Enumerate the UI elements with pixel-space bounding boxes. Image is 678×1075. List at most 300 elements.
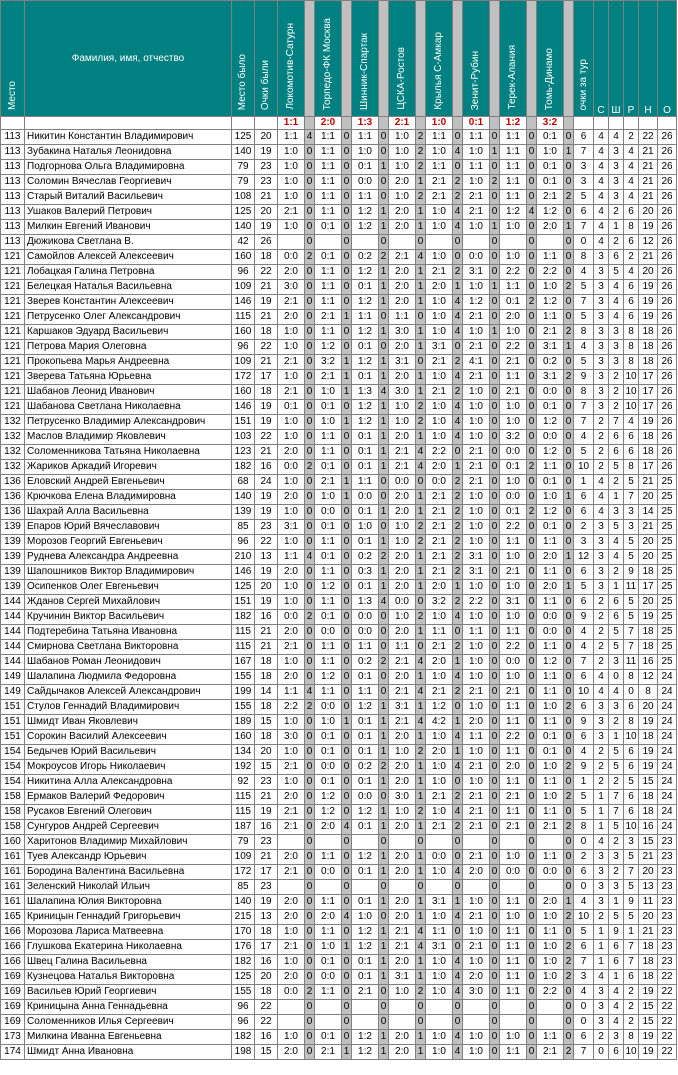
prediction-cell: 2:0 [389, 910, 416, 925]
prev-place-cell: 155 [232, 670, 255, 685]
prediction-cell: 2:2 [426, 445, 453, 460]
prediction-points-cell: 0 [564, 730, 574, 745]
table-row [1, 445, 677, 460]
r-cell: 3 [624, 835, 639, 850]
name-cell: Руднева Александра Андреевна [25, 550, 232, 565]
prediction-points-cell: 2 [416, 520, 426, 535]
r-cell: 1 [624, 925, 639, 940]
prev-place-cell: 125 [232, 130, 255, 145]
r-cell: 0 [624, 685, 639, 700]
prediction-cell: 1:0 [278, 655, 305, 670]
prediction-cell: 3:1 [389, 355, 416, 370]
prediction-cell: 2:0 [278, 625, 305, 640]
c-cell: 2 [594, 625, 609, 640]
prediction-cell: 1:1 [500, 700, 527, 715]
place-cell: 132 [1, 460, 25, 475]
prediction-points-cell: 1 [342, 310, 352, 325]
points-before-cell: 23 [255, 880, 278, 895]
prediction-cell: 1:0 [352, 910, 379, 925]
prediction-points-cell: 0 [564, 385, 574, 400]
o-cell: 26 [658, 175, 677, 190]
prediction-cell: 1:0 [463, 280, 490, 295]
prediction-points-cell: 4 [416, 715, 426, 730]
prediction-cell: 0:0 [352, 625, 379, 640]
place-cell: 121 [1, 355, 25, 370]
c-cell: 3 [594, 700, 609, 715]
prediction-points-cell: 1 [342, 715, 352, 730]
prediction-cell [389, 1000, 416, 1015]
table-row [1, 625, 677, 640]
prediction-points-cell: 0 [564, 850, 574, 865]
prediction-cell: 0:1 [537, 730, 564, 745]
place-cell: 144 [1, 640, 25, 655]
prediction-cell: 1:0 [463, 670, 490, 685]
table-row [1, 865, 677, 880]
empty-cell [232, 117, 255, 130]
prediction-points-cell: 0 [527, 475, 537, 490]
prediction-points-cell: 4 [453, 325, 463, 340]
points-before-cell: 20 [255, 970, 278, 985]
prediction-cell: 2:0 [389, 430, 416, 445]
prediction-points-cell: 0 [564, 295, 574, 310]
match-header-7: Терек-Алания [500, 1, 527, 117]
prediction-cell: 0:1 [500, 460, 527, 475]
prev-place-cell: 109 [232, 850, 255, 865]
prediction-points-cell: 2 [416, 130, 426, 145]
name-cell: Морозов Георгий Евгеньевич [25, 535, 232, 550]
o-cell: 23 [658, 955, 677, 970]
place-cell: 113 [1, 160, 25, 175]
tour-points-cell: 7 [574, 400, 594, 415]
prediction-cell: 1:1 [315, 655, 342, 670]
prediction-points-cell: 0 [453, 925, 463, 940]
points-before-cell: 16 [255, 1030, 278, 1045]
place-cell: 121 [1, 325, 25, 340]
o-cell: 23 [658, 835, 677, 850]
prediction-points-cell: 2 [379, 655, 389, 670]
points-before-cell: 22 [255, 1015, 278, 1030]
prediction-points-cell: 0 [305, 970, 315, 985]
table-row [1, 385, 677, 400]
prediction-cell: 3:1 [500, 595, 527, 610]
prediction-cell: 1:0 [426, 970, 453, 985]
r-cell: 7 [624, 940, 639, 955]
table-row [1, 550, 677, 565]
prediction-cell: 2:1 [426, 355, 453, 370]
prediction-cell: 1:0 [278, 340, 305, 355]
prediction-cell: 1:0 [463, 220, 490, 235]
prediction-cell: 1:1 [500, 160, 527, 175]
prediction-points-cell: 0 [527, 940, 537, 955]
prediction-cell: 0:1 [352, 670, 379, 685]
table-row [1, 535, 677, 550]
r-cell: 7 [624, 625, 639, 640]
sh-cell: 2 [609, 865, 624, 880]
empty-cell [255, 117, 278, 130]
points-before-cell: 23 [255, 520, 278, 535]
match-points-header [342, 1, 352, 117]
prediction-cell: 3:1 [463, 550, 490, 565]
prediction-points-cell: 0 [564, 775, 574, 790]
prediction-cell: 2:0 [463, 865, 490, 880]
table-row [1, 775, 677, 790]
c-cell: 3 [594, 580, 609, 595]
points-before-cell: 22 [255, 535, 278, 550]
r-cell: 8 [624, 355, 639, 370]
table-row [1, 925, 677, 940]
prediction-points-cell: 0 [490, 460, 500, 475]
prediction-points-cell: 0 [416, 835, 426, 850]
tour-points-cell: 0 [574, 880, 594, 895]
name-cell: Маслов Владимир Яковлевич [25, 430, 232, 445]
prediction-cell: 1:0 [500, 850, 527, 865]
name-cell: Шмидт Иван Яковлевич [25, 715, 232, 730]
prediction-cell: 1:1 [500, 970, 527, 985]
tour-points-cell: 6 [574, 565, 594, 580]
prediction-points-cell: 0 [527, 415, 537, 430]
n-cell: 19 [639, 280, 658, 295]
sh-cell: 2 [609, 235, 624, 250]
match-result: 2:1 [389, 117, 416, 130]
prediction-cell: 2:0 [389, 730, 416, 745]
tour-points-cell: 6 [574, 730, 594, 745]
prediction-points-cell: 1 [379, 745, 389, 760]
prev-place-cell: 192 [232, 760, 255, 775]
n-cell: 12 [639, 670, 658, 685]
prediction-points-cell: 0 [490, 430, 500, 445]
prediction-points-cell: 0 [527, 190, 537, 205]
prediction-cell: 1:0 [500, 400, 527, 415]
prev-place-cell: 96 [232, 1000, 255, 1015]
prediction-points-cell: 4 [453, 970, 463, 985]
prediction-points-cell: 0 [527, 445, 537, 460]
place-cell: 151 [1, 730, 25, 745]
n-cell: 21 [639, 190, 658, 205]
c-cell: 1 [594, 820, 609, 835]
sh-cell: 3 [609, 355, 624, 370]
c-cell: 4 [594, 970, 609, 985]
prediction-cell: 0:1 [352, 580, 379, 595]
sh-cell: 5 [609, 910, 624, 925]
n-cell: 21 [639, 145, 658, 160]
n-cell: 18 [639, 430, 658, 445]
prediction-points-cell: 0 [305, 400, 315, 415]
prediction-points-cell: 0 [564, 835, 574, 850]
prediction-cell: 1:0 [500, 910, 527, 925]
prediction-points-cell: 0 [564, 625, 574, 640]
prediction-points-cell: 0 [564, 925, 574, 940]
prediction-points-cell: 0 [527, 340, 537, 355]
prediction-points-cell: 0 [527, 1045, 537, 1060]
name-cell: Милкина Иванна Евгеньевна [25, 1030, 232, 1045]
prediction-points-cell: 0 [490, 355, 500, 370]
sh-cell: 2 [609, 370, 624, 385]
prediction-cell: 2:1 [389, 250, 416, 265]
n-cell: 20 [639, 535, 658, 550]
prediction-cell: 0:1 [352, 340, 379, 355]
name-cell: Подгорнова Ольга Владимировна [25, 160, 232, 175]
sh-cell: 1 [609, 895, 624, 910]
prediction-points-cell: 0 [490, 610, 500, 625]
prediction-points-cell: 0 [490, 385, 500, 400]
tour-points-cell: 6 [574, 940, 594, 955]
n-cell: 21 [639, 925, 658, 940]
prev-place-cell: 189 [232, 715, 255, 730]
prediction-cell: 2:1 [426, 820, 453, 835]
sh-cell: 4 [609, 535, 624, 550]
prediction-cell: 1:0 [500, 670, 527, 685]
prediction-cell: 1:0 [463, 1045, 490, 1060]
prediction-cell: 1:0 [278, 535, 305, 550]
prediction-points-cell: 2 [453, 490, 463, 505]
o-cell: 25 [658, 580, 677, 595]
prediction-points-cell: 0 [490, 1000, 500, 1015]
prediction-cell: 1:0 [426, 220, 453, 235]
n-cell: 18 [639, 805, 658, 820]
prediction-points-cell: 1 [379, 850, 389, 865]
prediction-cell: 1:0 [463, 745, 490, 760]
prediction-points-cell: 2 [527, 505, 537, 520]
prediction-points-cell: 0 [490, 655, 500, 670]
table-row [1, 370, 677, 385]
prediction-cell: 0:0 [352, 175, 379, 190]
prediction-cell: 0:0 [315, 625, 342, 640]
prediction-points-cell: 0 [527, 970, 537, 985]
place-cell: 113 [1, 235, 25, 250]
prediction-points-cell: 0 [490, 970, 500, 985]
prediction-points-cell: 0 [416, 595, 426, 610]
r-cell: 10 [624, 400, 639, 415]
prediction-cell: 1:1 [537, 1030, 564, 1045]
prediction-cell: 3:0 [278, 280, 305, 295]
prediction-points-cell: 0 [305, 535, 315, 550]
prev-place-cell: 146 [232, 565, 255, 580]
prev-place-cell: 123 [232, 445, 255, 460]
prediction-cell: 0:0 [278, 610, 305, 625]
prev-place-cell: 182 [232, 955, 255, 970]
table-row [1, 430, 677, 445]
prediction-points-cell: 0 [527, 775, 537, 790]
prediction-cell: 2:1 [426, 535, 453, 550]
prediction-points-cell: 2 [564, 970, 574, 985]
prediction-points-cell: 0 [342, 340, 352, 355]
prediction-cell: 2:1 [278, 640, 305, 655]
tour-points-cell: 4 [574, 985, 594, 1000]
r-cell: 4 [624, 415, 639, 430]
prediction-cell: 0:1 [352, 160, 379, 175]
prediction-cell: 1:0 [426, 325, 453, 340]
prediction-cell: 2:0 [389, 175, 416, 190]
tour-points-cell: 9 [574, 715, 594, 730]
sh-cell: 6 [609, 595, 624, 610]
match-header-5: Крылья С-Амкар [426, 1, 453, 117]
prediction-cell: 1:0 [426, 295, 453, 310]
prev-place-cell: 160 [232, 325, 255, 340]
prediction-cell: 0:0 [500, 445, 527, 460]
name-cell: Жариков Аркадий Игоревич [25, 460, 232, 475]
prediction-points-cell: 4 [453, 370, 463, 385]
prediction-cell: 1:0 [426, 775, 453, 790]
prediction-points-cell: 0 [305, 490, 315, 505]
prediction-points-cell: 2 [416, 985, 426, 1000]
prediction-points-cell: 4 [453, 610, 463, 625]
tour-points-cell: 2 [574, 850, 594, 865]
n-cell: 21 [639, 520, 658, 535]
tour-points-cell: 6 [574, 865, 594, 880]
n-cell: 17 [639, 370, 658, 385]
o-cell: 26 [658, 130, 677, 145]
o-cell: 26 [658, 295, 677, 310]
prediction-cell: 1:0 [500, 325, 527, 340]
name-cell: Кузнецова Наталья Викторовна [25, 970, 232, 985]
prediction-points-cell: 0 [527, 310, 537, 325]
name-cell: Туев Александр Юрьевич [25, 850, 232, 865]
prediction-cell: 2:1 [389, 445, 416, 460]
prediction-cell: 1:1 [537, 850, 564, 865]
prediction-cell: 3:0 [278, 730, 305, 745]
prediction-points-cell: 1 [342, 490, 352, 505]
prediction-cell: 2:1 [500, 685, 527, 700]
prediction-points-cell: 0 [305, 850, 315, 865]
prediction-points-cell: 4 [416, 685, 426, 700]
prediction-points-cell: 0 [564, 745, 574, 760]
prediction-cell: 1:2 [315, 340, 342, 355]
prediction-cell: 2:1 [500, 355, 527, 370]
prediction-points-cell: 1 [379, 325, 389, 340]
r-cell: 3 [624, 505, 639, 520]
c-cell: 4 [594, 490, 609, 505]
prediction-cell: 1:2 [463, 295, 490, 310]
prediction-points-cell: 0 [527, 385, 537, 400]
prediction-cell: 2:0 [389, 280, 416, 295]
prediction-cell: 2:0 [389, 220, 416, 235]
prediction-points-cell: 0 [305, 340, 315, 355]
table-row [1, 730, 677, 745]
prediction-points-cell: 2 [564, 940, 574, 955]
prediction-cell [500, 880, 527, 895]
prediction-cell [352, 1000, 379, 1015]
prediction-cell: 2:1 [537, 190, 564, 205]
table-row [1, 805, 677, 820]
prediction-points-cell: 1 [379, 775, 389, 790]
prediction-points-cell: 0 [490, 265, 500, 280]
prediction-cell: 2:0 [389, 625, 416, 640]
prediction-cell: 1:1 [537, 640, 564, 655]
tour-points-cell: 6 [574, 505, 594, 520]
prediction-points-cell: 4 [416, 940, 426, 955]
prediction-points-cell: 0 [564, 865, 574, 880]
prediction-points-cell: 0 [564, 670, 574, 685]
prediction-cell: 1:2 [315, 580, 342, 595]
n-cell: 16 [639, 655, 658, 670]
prediction-cell: 1:0 [463, 775, 490, 790]
place-cell: 121 [1, 385, 25, 400]
prediction-points-cell: 1 [490, 325, 500, 340]
prediction-points-cell: 0 [490, 1045, 500, 1060]
prediction-cell: 2:1 [463, 460, 490, 475]
prev-place-cell: 160 [232, 385, 255, 400]
prediction-points-cell: 0 [490, 700, 500, 715]
prediction-cell [389, 880, 416, 895]
prediction-points-cell: 0 [564, 595, 574, 610]
prediction-cell: 2:1 [278, 760, 305, 775]
tour-points-cell: 6 [574, 700, 594, 715]
n-cell: 17 [639, 580, 658, 595]
prediction-points-cell: 0 [453, 1015, 463, 1030]
r-cell: 10 [624, 370, 639, 385]
prediction-cell: 1:0 [315, 940, 342, 955]
prediction-points-cell: 0 [453, 235, 463, 250]
n-cell: 19 [639, 985, 658, 1000]
prediction-points-cell: 0 [379, 145, 389, 160]
prediction-points-cell: 1 [416, 820, 426, 835]
prediction-cell: 0:0 [352, 610, 379, 625]
prediction-points-cell: 0 [490, 160, 500, 175]
prediction-cell: 0:1 [352, 430, 379, 445]
prediction-points-cell: 0 [490, 835, 500, 850]
prediction-points-cell: 0 [564, 655, 574, 670]
prediction-points-cell: 0 [305, 640, 315, 655]
prediction-points-cell: 0 [379, 985, 389, 1000]
points-before-cell: 19 [255, 565, 278, 580]
prediction-points-cell: 0 [564, 175, 574, 190]
place-cell: 121 [1, 250, 25, 265]
prediction-points-cell: 0 [379, 640, 389, 655]
prediction-cell [500, 835, 527, 850]
prediction-points-cell: 0 [527, 595, 537, 610]
empty-cell [1, 117, 25, 130]
sh-cell: 3 [609, 325, 624, 340]
prediction-points-cell: 0 [564, 535, 574, 550]
prediction-cell: 0:0 [389, 475, 416, 490]
prediction-cell: 2:0 [278, 670, 305, 685]
o-cell: 26 [658, 445, 677, 460]
prediction-cell: 1:2 [352, 925, 379, 940]
sh-cell: 2 [609, 205, 624, 220]
place-cell: 113 [1, 205, 25, 220]
c-cell: 4 [594, 475, 609, 490]
points-before-cell: 13 [255, 550, 278, 565]
prediction-points-cell: 0 [527, 1000, 537, 1015]
table-row [1, 1045, 677, 1060]
r-cell: 6 [624, 445, 639, 460]
r-cell: 5 [624, 910, 639, 925]
sh-cell: 3 [609, 700, 624, 715]
c-cell: 2 [594, 655, 609, 670]
points-before-cell: 18 [255, 700, 278, 715]
n-cell: 19 [639, 1030, 658, 1045]
prediction-cell: 1:0 [463, 535, 490, 550]
prediction-points-cell: 0 [342, 190, 352, 205]
tour-points-cell: 7 [574, 1045, 594, 1060]
prediction-cell: 2:2 [500, 340, 527, 355]
prediction-cell: 1:1 [463, 625, 490, 640]
prediction-cell [537, 835, 564, 850]
tour-points-cell: 4 [574, 430, 594, 445]
tour-points-cell: 0 [574, 1000, 594, 1015]
r-cell: 10 [624, 385, 639, 400]
prev-place-cell: 125 [232, 580, 255, 595]
prediction-cell: 2:2 [500, 520, 527, 535]
o-cell: 25 [658, 535, 677, 550]
prediction-cell: 1:3 [352, 385, 379, 400]
name-cell: Епаров Юрий Вячеславович [25, 520, 232, 535]
prev-place-cell: 151 [232, 595, 255, 610]
c-cell: 3 [594, 385, 609, 400]
prediction-cell: 0:1 [537, 520, 564, 535]
prev-place-cell: 170 [232, 925, 255, 940]
prediction-points-cell: 1 [416, 730, 426, 745]
